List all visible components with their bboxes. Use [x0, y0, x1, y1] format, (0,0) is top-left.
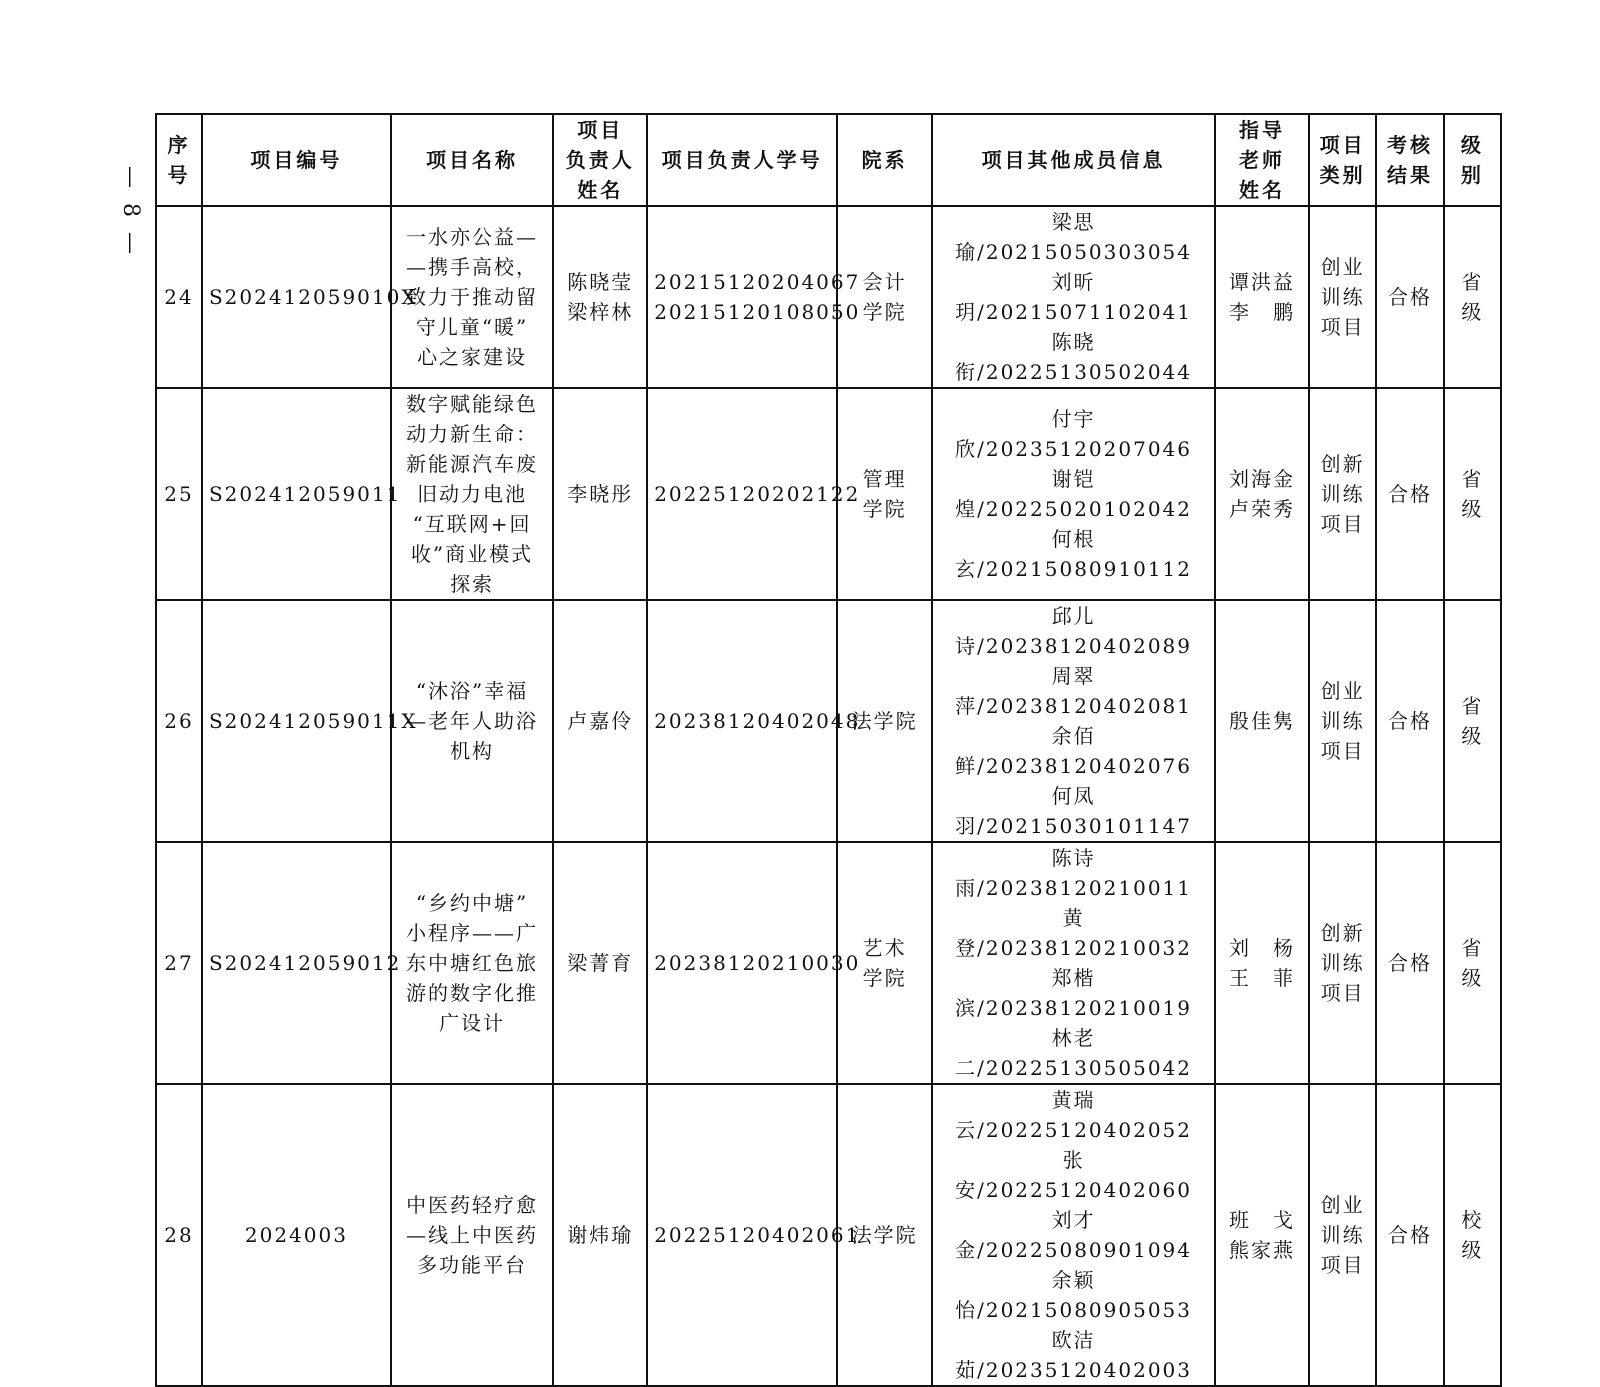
cell-leader: 卢嘉伶 [553, 600, 647, 842]
cell-seq: 24 [156, 206, 202, 388]
cell-code: S202412059011X [202, 600, 391, 842]
cell-dept: 艺术 学院 [837, 842, 932, 1084]
cell-leader: 李晓彤 [553, 388, 647, 600]
cell-name: “乡约中塘” 小程序——广 东中塘红色旅 游的数字化推 广设计 [391, 842, 553, 1084]
table-row [156, 388, 1501, 600]
cell-name: 中医药轻疗愈 —线上中医药 多功能平台 [391, 1084, 553, 1386]
cell-teacher: 殷佳隽 [1215, 600, 1309, 842]
cell-leader-id: 20215120204067 20215120108050 [647, 206, 837, 388]
project-table [155, 113, 1502, 1387]
cell-members: 梁思瑜/20215050303054 刘昕玥/20215071102041 陈晓衔/20225130502044 [932, 206, 1215, 388]
cell-code: 2024003 [202, 1084, 391, 1386]
cell-level: 校 级 [1444, 1084, 1501, 1386]
cell-members: 付宇欣/20235120207046 谢铠煌/20225020102042 何根玄/20215080910112 [932, 388, 1215, 600]
cell-result: 合格 [1376, 1084, 1443, 1386]
cell-leader: 梁菁育 [553, 842, 647, 1084]
table-header-row [156, 114, 1501, 206]
cell-leader-id: 20238120402048 [647, 600, 837, 842]
header-category: 项目 类别 [1309, 114, 1376, 206]
header-code: 项目编号 [202, 114, 391, 206]
cell-members: 陈诗雨/20238120210011 黄 登/20238120210032 郑楷滨/20238120210019 林老二/20225130505042 [932, 842, 1215, 1084]
cell-code: S202412059010X [202, 206, 391, 388]
cell-category: 创业 训练 项目 [1309, 1084, 1376, 1386]
cell-category: 创业 训练 项目 [1309, 206, 1376, 388]
cell-name: 数字赋能绿色 动力新生命： 新能源汽车废 旧动力电池 “互联网+回 收”商业模式 探索 [391, 388, 553, 600]
header-teacher: 指导 老师 姓名 [1215, 114, 1309, 206]
cell-seq: 28 [156, 1084, 202, 1386]
cell-dept: 会计 学院 [837, 206, 932, 388]
cell-leader: 陈晓莹 梁梓林 [553, 206, 647, 388]
cell-dept: 管理 学院 [837, 388, 932, 600]
cell-code: S202412059012 [202, 842, 391, 1084]
table-row [156, 842, 1501, 1084]
header-leader-id: 项目负责人学号 [647, 114, 837, 206]
header-level: 级 别 [1444, 114, 1501, 206]
cell-level: 省 级 [1444, 206, 1501, 388]
cell-seq: 25 [156, 388, 202, 600]
cell-teacher: 谭洪益 李 鹏 [1215, 206, 1309, 388]
table-row [156, 600, 1501, 842]
cell-dept: 法学院 [837, 1084, 932, 1386]
cell-members: 黄瑞云/20225120402052 张 安/20225120402060 刘才金/20225080901094 余颖怡/20215080905053 欧洁茹/20235120402003 [932, 1084, 1215, 1386]
cell-name: 一水亦公益— —携手高校， 致力于推动留 守儿童“暖” 心之家建设 [391, 206, 553, 388]
cell-result: 合格 [1376, 206, 1443, 388]
cell-level: 省 级 [1444, 842, 1501, 1084]
cell-result: 合格 [1376, 388, 1443, 600]
cell-level: 省 级 [1444, 600, 1501, 842]
cell-teacher: 班 戈 熊家燕 [1215, 1084, 1309, 1386]
cell-result: 合格 [1376, 600, 1443, 842]
header-seq: 序 号 [156, 114, 202, 206]
cell-result: 合格 [1376, 842, 1443, 1084]
cell-leader-id: 20225120202122 [647, 388, 837, 600]
cell-leader-id: 20238120210030 [647, 842, 837, 1084]
cell-code: S202412059011 [202, 388, 391, 600]
cell-members: 邱儿诗/20238120402089 周翠萍/20238120402081 余佰鲜/20238120402076 何凤羽/20215030101147 [932, 600, 1215, 842]
cell-category: 创业 训练 项目 [1309, 600, 1376, 842]
cell-leader: 谢炜瑜 [553, 1084, 647, 1386]
table-row [156, 1084, 1501, 1386]
header-name: 项目名称 [391, 114, 553, 206]
page-number: — 8 — [118, 166, 143, 258]
header-result: 考核 结果 [1376, 114, 1443, 206]
cell-leader-id: 20225120402061 [647, 1084, 837, 1386]
cell-name: “沐浴”幸福 —老年人助浴 机构 [391, 600, 553, 842]
header-leader: 项目 负责人 姓名 [553, 114, 647, 206]
table-row [156, 206, 1501, 388]
header-members: 项目其他成员信息 [932, 114, 1215, 206]
cell-seq: 26 [156, 600, 202, 842]
cell-category: 创新 训练 项目 [1309, 842, 1376, 1084]
cell-dept: 法学院 [837, 600, 932, 842]
cell-teacher: 刘 杨 王 菲 [1215, 842, 1309, 1084]
cell-seq: 27 [156, 842, 202, 1084]
cell-category: 创新 训练 项目 [1309, 388, 1376, 600]
cell-teacher: 刘海金 卢荣秀 [1215, 388, 1309, 600]
header-dept: 院系 [837, 114, 932, 206]
cell-level: 省 级 [1444, 388, 1501, 600]
